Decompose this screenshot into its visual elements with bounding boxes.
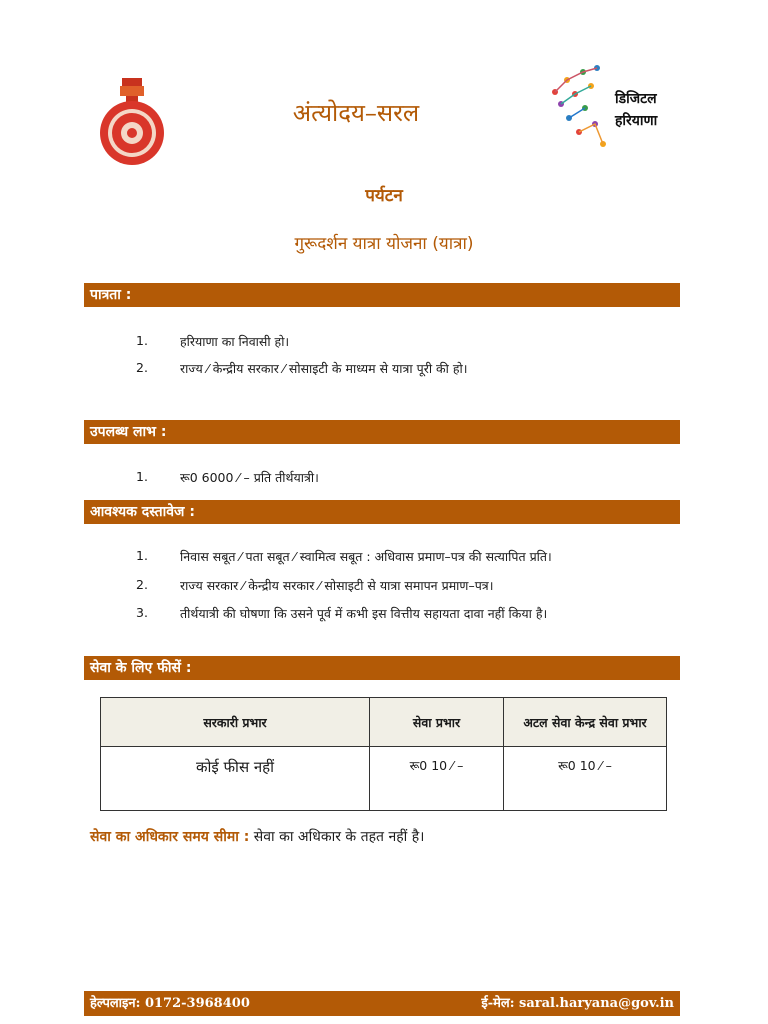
- benefits-heading: उपलब्ध लाभ :: [84, 420, 680, 444]
- column-header: सरकारी प्रभार: [101, 698, 370, 747]
- list-item-text: राज्य सरकार ⁄ केन्द्रीय सरकार ⁄ सोसाइटी से यात्रा समापन प्रमाण–पत्र।: [180, 578, 494, 593]
- digital-logo-line1: डिजिटल: [615, 91, 657, 107]
- list-item-number: 2.: [136, 360, 148, 375]
- page-title: अंत्योदय–सरल: [292, 99, 420, 127]
- list-item-text: निवास सबूत ⁄ पता सबूत ⁄ स्वामित्व सबूत : अधिवास प्रमाण–पत्र की सत्यापित प्रति।: [180, 549, 552, 564]
- documents-heading: आवश्यक दस्तावेज :: [84, 500, 680, 524]
- fees-table: [100, 697, 667, 811]
- table-cell: रू0 10 ⁄ –: [504, 747, 667, 811]
- department-title: पर्यटन: [365, 186, 403, 206]
- list-item-text: तीर्थयात्री की घोषणा कि उसने पूर्व में कभी इस वित्तीय सहायता दावा नहीं किया है।: [180, 606, 548, 621]
- table-row: [101, 747, 667, 811]
- list-item-text: राज्य ⁄ केन्द्रीय सरकार ⁄ सोसाइटी के माध्यम से यात्रा पूरी की हो।: [180, 361, 468, 376]
- list-item-number: 1.: [136, 469, 148, 484]
- helpline-text: हेल्पलाइन: 0172-3968400: [90, 996, 250, 1011]
- service-timeline: [90, 827, 424, 846]
- table-cell: रू0 10 ⁄ –: [370, 747, 504, 811]
- column-header: अटल सेवा केन्द्र सेवा प्रभार: [504, 698, 667, 747]
- column-header: सेवा प्रभार: [370, 698, 504, 747]
- timeline-label: सेवा का अधिकार समय सीमा :: [90, 829, 250, 845]
- timeline-text: सेवा का अधिकार के तहत नहीं है।: [253, 829, 425, 845]
- list-item-number: 2.: [136, 577, 148, 592]
- eligibility-heading: पात्रता :: [84, 283, 680, 307]
- table-cell: कोई फीस नहीं: [101, 747, 370, 811]
- list-item-number: 1.: [136, 333, 148, 348]
- scheme-title: गुरूदर्शन यात्रा योजना (यात्रा): [294, 234, 474, 254]
- list-item-number: 1.: [136, 548, 148, 563]
- fees-heading: सेवा के लिए फीसें :: [84, 656, 680, 680]
- digital-logo-line2: हरियाणा: [615, 113, 658, 129]
- list-item-text: रू0 6000 ⁄ – प्रति तीर्थयात्री।: [180, 470, 319, 485]
- digital-haryana-text: [615, 88, 657, 132]
- list-item-number: 3.: [136, 605, 148, 620]
- footer-bar: [84, 991, 680, 1016]
- table-header-row: [101, 698, 667, 747]
- email-text: ई-मेल: saral.haryana@gov.in: [481, 996, 674, 1011]
- list-item-text: हरियाणा का निवासी हो।: [180, 334, 290, 349]
